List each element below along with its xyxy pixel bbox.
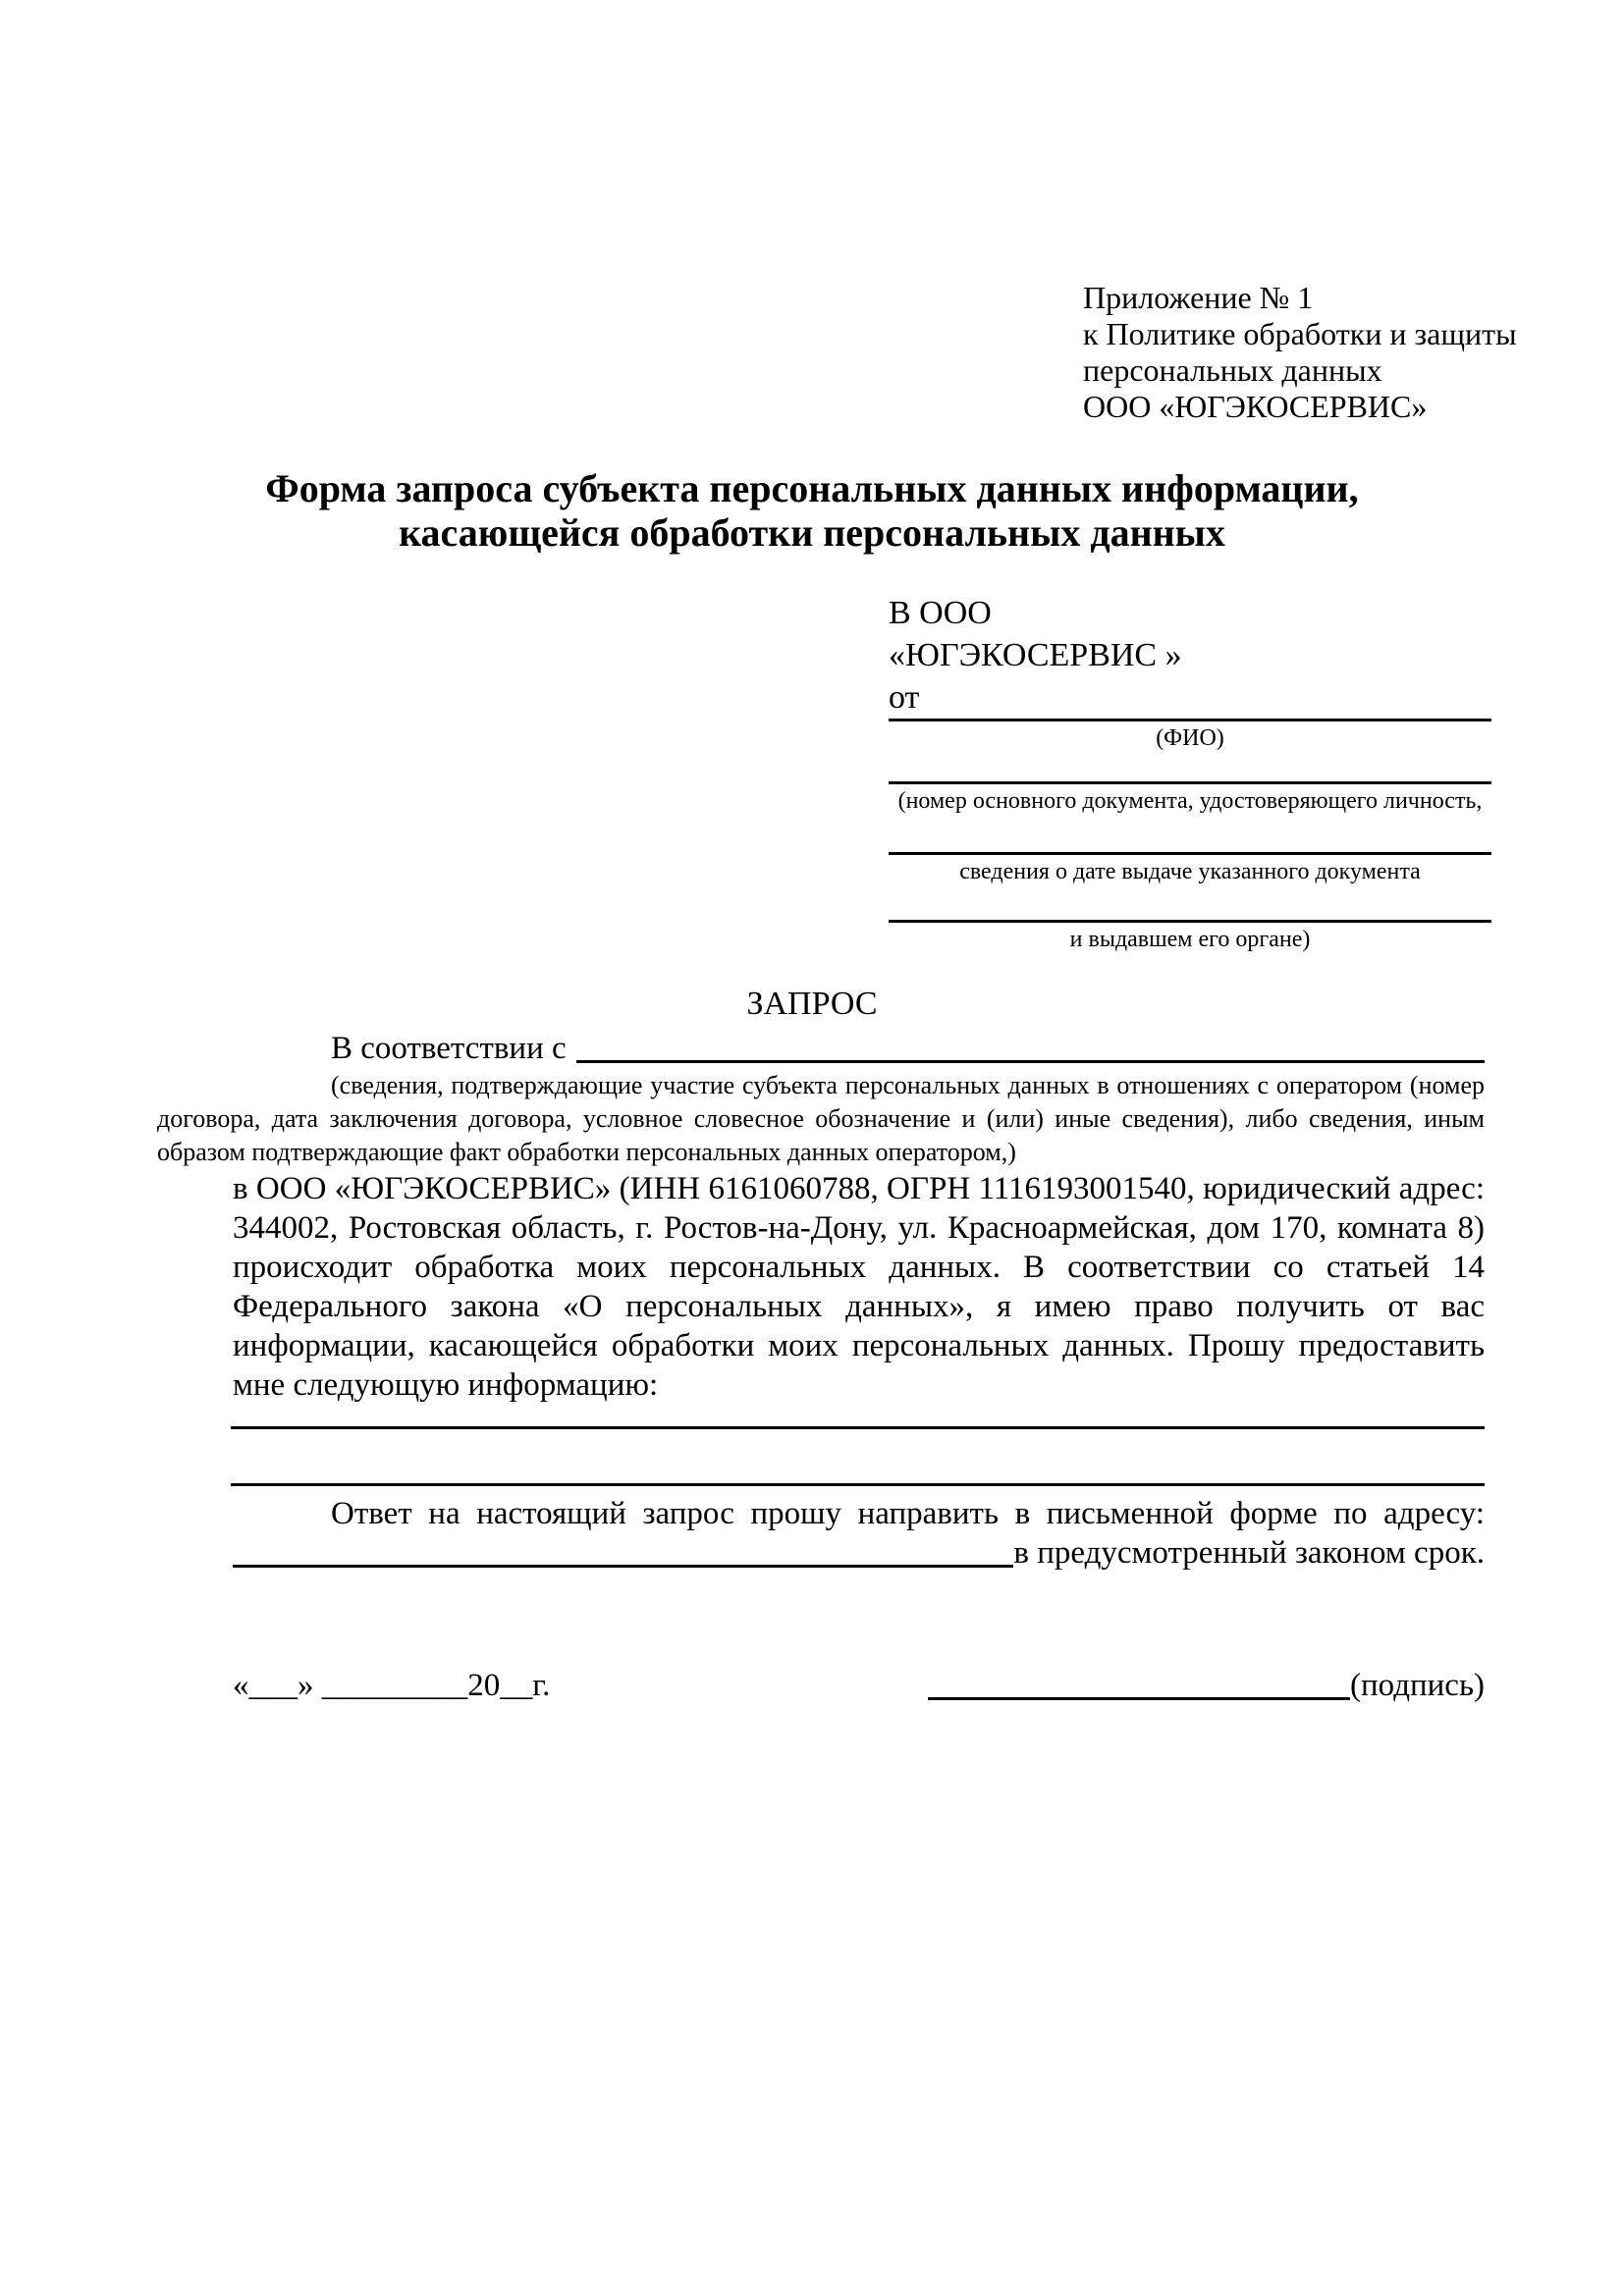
issue-date-caption: сведения о дате выдаче указанного документа: [959, 859, 1421, 884]
addressee-from-label: от: [889, 679, 920, 716]
issue-date-field-group: [889, 852, 1485, 885]
issuing-authority-caption: и выдавшем его органе): [1069, 927, 1311, 952]
document-number-field-group: [889, 781, 1485, 815]
signature-caption: (подпись): [1350, 1668, 1485, 1703]
answer-address-row: [233, 1533, 1485, 1573]
appendix-company-name: ООО «ЮГЭКОСЕРВИС»: [1083, 389, 1428, 424]
request-body-paragraph: в ООО «ЮГЭКОСЕРВИС» (ИНН 6161060788, ОГРН 1116193001540, юридический адрес: 344002, Ростовская область, г. Ростов-на-Дону, ул. Красноармейская, дом 170, комната 8) происходит обработка моих персональных данных. В соответствии со статьей 14 Федерального закона «О персональных данных», я имею право получить от вас информации, касающейся обработки моих персональных данных. Прошу предоставить мне следующую информацию:: [233, 1171, 1485, 1403]
issue-date-blank-line: [889, 852, 1491, 855]
appendix-header: [1083, 280, 1517, 425]
intro-blank-line: [576, 1060, 1485, 1063]
date-signature-row: [233, 1666, 1485, 1705]
document-title-line1: Форма запроса субъекта персональных данных информации,: [265, 466, 1359, 510]
intro-line: [233, 1028, 1485, 1069]
signature-blank-line: [928, 1697, 1350, 1700]
request-heading: ЗАПРОС: [746, 986, 878, 1022]
answer-instruction-line: Ответ на настоящий запрос прошу направить в письменной форме по адресу:: [331, 1496, 1485, 1531]
document-number-caption: (номер основного документа, удостоверяющего личность,: [897, 788, 1483, 814]
document-title: [0, 466, 1624, 555]
address-blank-line: [233, 1565, 1013, 1568]
fio-field-group: [889, 719, 1485, 752]
appendix-policy-ref-line1: к Политике обработки и защиты: [1083, 316, 1517, 351]
addressee-org-line1: В ООО: [889, 595, 992, 631]
appendix-policy-ref-line2: персональных данных: [1083, 352, 1382, 388]
intro-footnote: (сведения, подтверждающие участие субъекта персональных данных в отношениях с оператором (номер договора, дата заключения договора, условное словесное обозначение и (или) иные сведения), либо сведения, иным образом подтверждающие факт обработки персональных данных оператором,): [157, 1071, 1485, 1166]
document-number-blank-line: [889, 781, 1491, 784]
document-title-line2: касающейся обработки персональных данных: [399, 510, 1225, 555]
requested-info-blank-line-2: [231, 1483, 1485, 1486]
issuing-authority-field-group: [889, 920, 1485, 953]
addressee-block: [889, 592, 1485, 953]
answer-suffix-text: в предусмотренный законом срок.: [1013, 1535, 1485, 1571]
addressee-org-line2: «ЮГЭКОСЕРВИС »: [889, 637, 1182, 673]
fio-blank-line: [889, 719, 1491, 721]
date-blank-label: «___» _________20__г.: [233, 1668, 551, 1703]
intro-label: В соответствии с: [331, 1031, 567, 1066]
fio-caption: (ФИО): [1156, 725, 1224, 751]
requested-info-blank-line-1: [231, 1426, 1485, 1429]
issuing-authority-blank-line: [889, 920, 1491, 923]
signature-area: [928, 1666, 1485, 1705]
appendix-number: Приложение № 1: [1083, 280, 1314, 315]
